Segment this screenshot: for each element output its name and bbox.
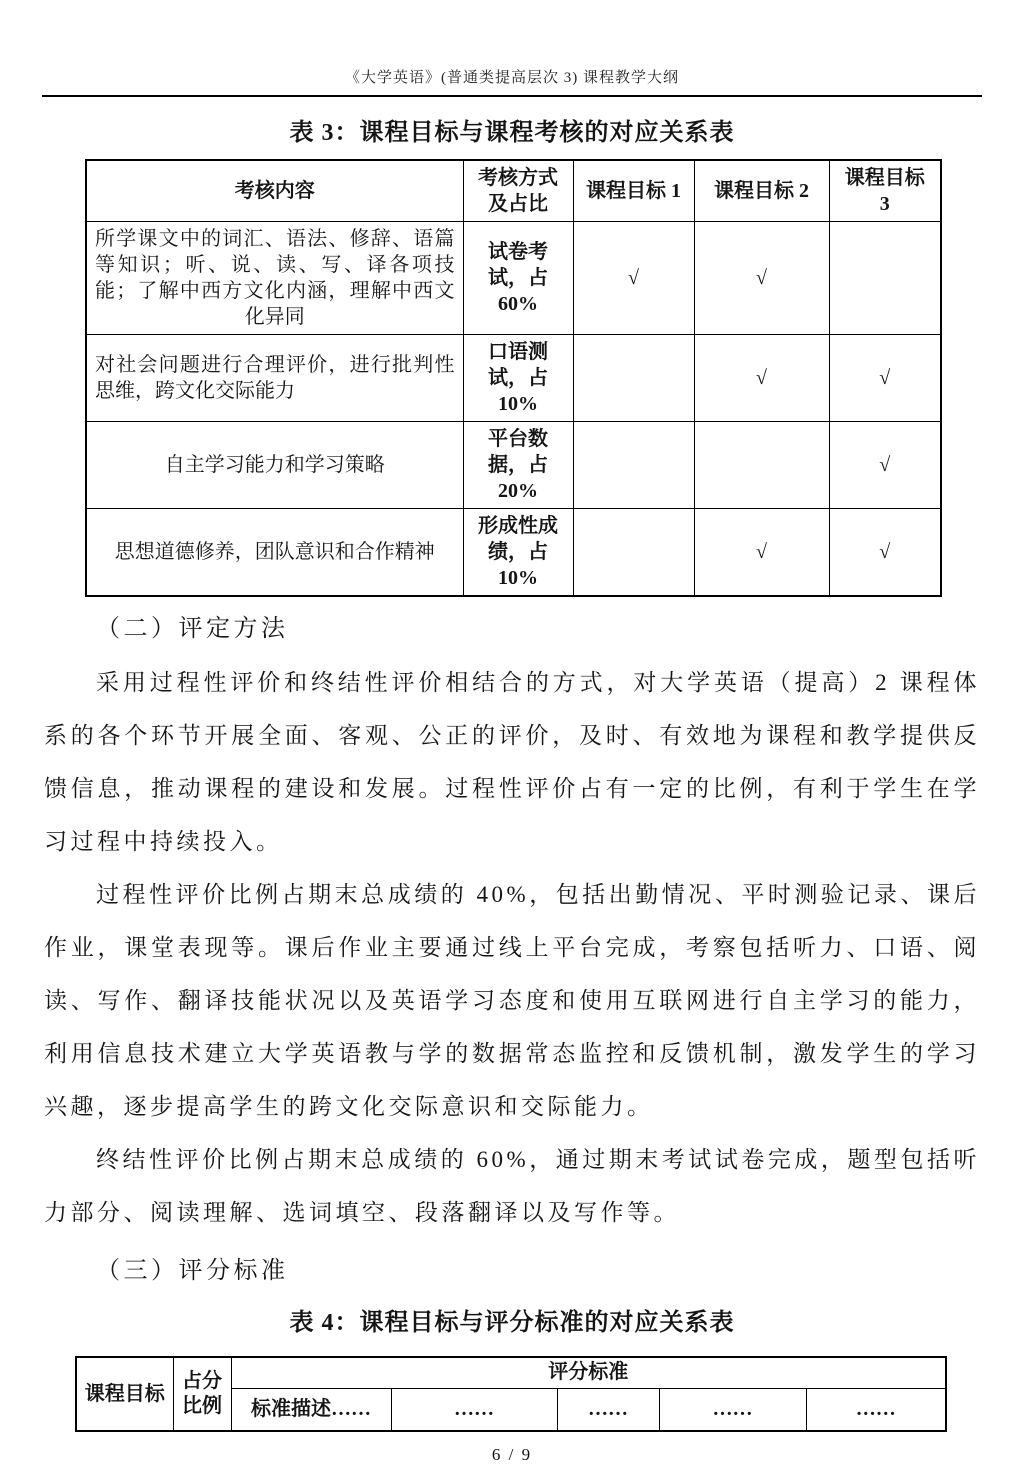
table4-goal-header: 课程目标 — [76, 1357, 173, 1431]
section-heading-scoring-criteria: （三）评分标准 — [96, 1258, 289, 1284]
table3-row1-method: 试卷考试，占 60% — [463, 222, 573, 335]
table3-row4-content: 思想道德修养，团队意识和合作精神 — [86, 509, 463, 597]
table4-criteria-cell: …… — [557, 1388, 659, 1431]
table4-scoring-criteria-mapping — [75, 1356, 947, 1432]
table3-row4-goal2-check: √ — [694, 509, 829, 597]
page-number: 6 / 9 — [491, 1445, 533, 1464]
table3-row4-goal3-check: √ — [829, 509, 941, 597]
table3-row2-goal1-check — [573, 335, 694, 422]
table3-row — [86, 509, 941, 597]
table3-row — [86, 222, 941, 335]
table4-criteria-cell: 标准描述…… — [231, 1388, 391, 1431]
table3-row2-goal3-check: √ — [829, 335, 941, 422]
table3-header-row — [86, 160, 941, 222]
table3-row3-goal2-check — [694, 422, 829, 509]
table3-row3-content: 自主学习能力和学习策略 — [86, 422, 463, 509]
document-header-title: 《大学英语》(普通类提高层次 3) 课程教学大纲 — [345, 70, 679, 86]
table3-row1-goal3-check — [829, 222, 941, 335]
table3-row1-content: 所学课文中的词汇、语法、修辞、语篇等知识；听、说、读、写、译各项技能；了解中西方文化内涵，理解中西文化异同 — [86, 222, 463, 335]
table3-row2-method: 口语测试，占 10% — [463, 335, 573, 422]
table3-row3-goal3-check: √ — [829, 422, 941, 509]
table4-criteria-header: 评分标准 — [231, 1357, 946, 1388]
table4-header-row — [76, 1357, 946, 1388]
table3-header-goal1: 课程目标 1 — [573, 160, 694, 222]
document-body — [44, 603, 980, 1298]
table4-criteria-cell: …… — [391, 1388, 557, 1431]
table3-row1-goal1-check: √ — [573, 222, 694, 335]
table4-title: 表 4：课程目标与评分标准的对应关系表 — [289, 1310, 735, 1336]
paragraph-summative-assessment: 终结性评价比例占期末总成绩的 60%，通过期末考试试卷完成，题型包括听力部分、阅读理解、选词填空、段落翻译以及写作等。 — [44, 1147, 980, 1225]
table3-row2-content: 对社会问题进行合理评价，进行批判性思维，跨文化交际能力 — [86, 335, 463, 422]
table3-row — [86, 422, 941, 509]
table3-header-goal2: 课程目标 2 — [694, 160, 829, 222]
table3-assessment-mapping — [85, 159, 942, 597]
table3-header-content: 考核内容 — [86, 160, 463, 222]
paragraph-formative-assessment: 过程性评价比例占期末总成绩的 40%，包括出勤情况、平时测验记录、课后作业，课堂表现等。课后作业主要通过线上平台完成，考察包括听力、口语、阅读、写作、翻译技能状况以及英语学习态度和使用互联网进行自主学习的能力，利用信息技术建立大学英语教与学的数据常态监控和反馈机制，激发学生的学习兴趣，逐步提高学生的跨文化交际意识和交际能力。 — [44, 882, 980, 1119]
table3-row3-goal1-check — [573, 422, 694, 509]
header-divider — [42, 95, 982, 97]
table3-row1-goal2-check: √ — [694, 222, 829, 335]
section-heading-evaluation-method: （二）评定方法 — [96, 616, 289, 642]
table3-row4-method: 形成性成绩，占 10% — [463, 509, 573, 597]
table3-header-goal3: 课程目标 3 — [829, 160, 941, 222]
table4-criteria-cell: …… — [659, 1388, 806, 1431]
table3-row4-goal1-check — [573, 509, 694, 597]
table3-row2-goal2-check: √ — [694, 335, 829, 422]
table3-row3-method: 平台数据，占 20% — [463, 422, 573, 509]
table3-header-method: 考核方式及占比 — [463, 160, 573, 222]
paragraph-evaluation-overview: 采用过程性评价和终结性评价相结合的方式，对大学英语（提高）2 课程体系的各个环节开展全面、客观、公正的评价，及时、有效地为课程和教学提供反馈信息，推动课程的建设和发展。过程性评价占有一定的比例，有利于学生在学习过程中持续投入。 — [44, 670, 980, 854]
table3-title: 表 3：课程目标与课程考核的对应关系表 — [289, 120, 735, 146]
table4-ratio-header: 占分比例 — [173, 1357, 231, 1431]
table3-row — [86, 335, 941, 422]
table4-criteria-cell: …… — [806, 1388, 946, 1431]
